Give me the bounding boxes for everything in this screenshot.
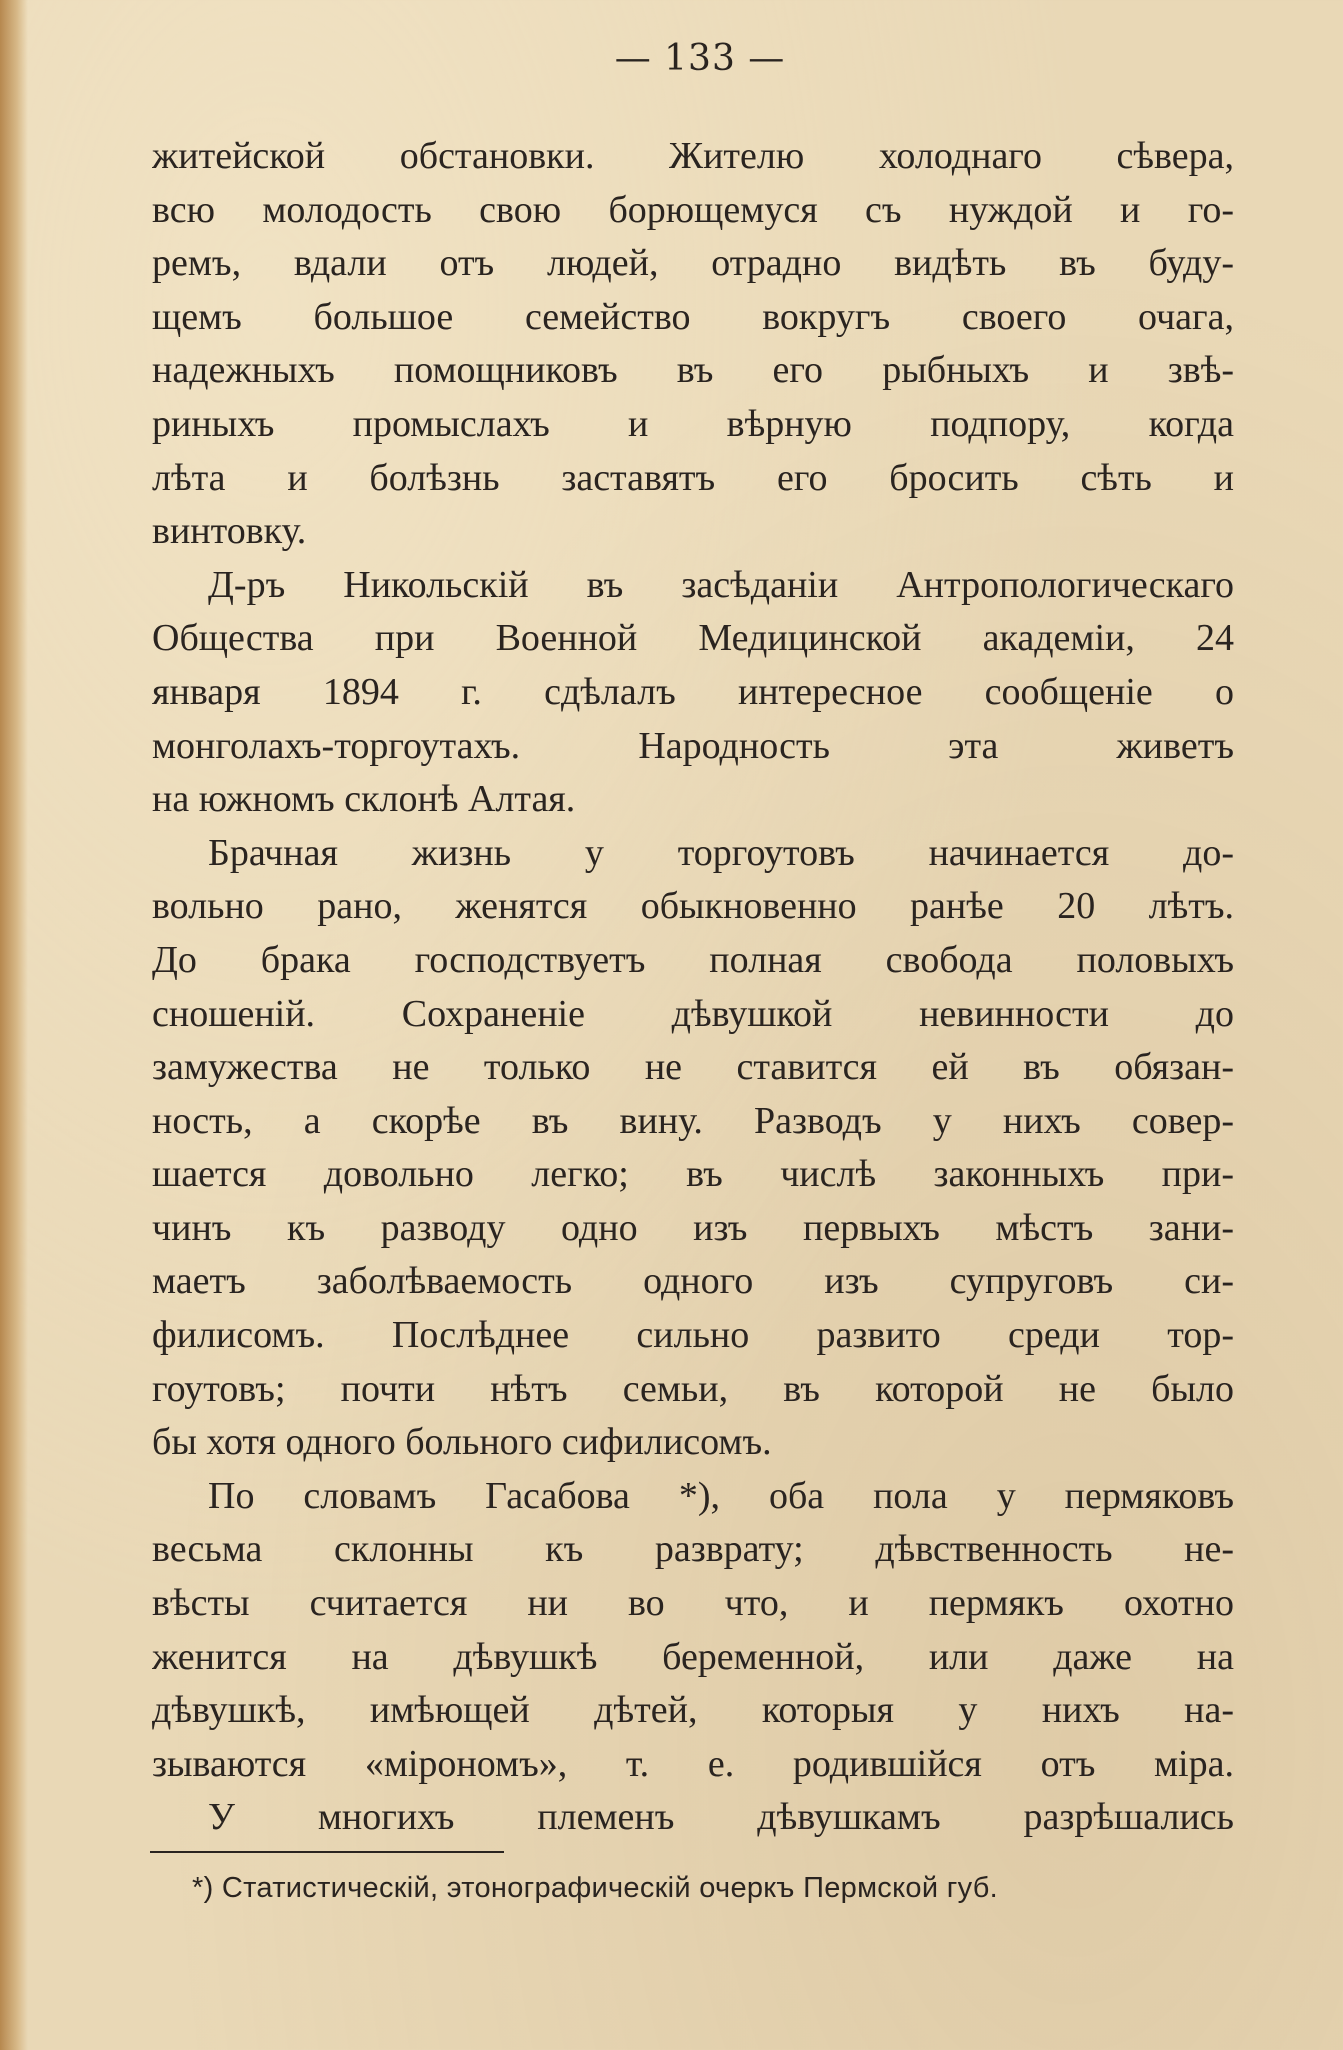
text-line-29: женится на дѣвушкѣ беременной, или даже на bbox=[152, 1635, 1234, 1678]
text-line-20: шается довольно легко; въ числѣ законныхъ при- bbox=[152, 1153, 1234, 1196]
footnote: *) Статистическій, этонографическій очеркъ Пермской губ. bbox=[192, 1872, 998, 1904]
text-line-7: лѣта и болѣзнь заставятъ его бросить сѣть и bbox=[152, 456, 1234, 499]
text-line-23: филисомъ. Послѣднее сильно развито среди тор- bbox=[152, 1314, 1234, 1357]
text-line-16: До брака господствуетъ полная свобода половыхъ bbox=[152, 938, 1234, 981]
body-text bbox=[152, 130, 1234, 1845]
text-line-14: Брачная жизнь у торгоутовъ начинается до- bbox=[208, 831, 1234, 874]
text-line-2: всю молодость свою борющемуся съ нуждой и го- bbox=[152, 188, 1234, 231]
text-line-18: замужества не только не ставится ей въ обязан- bbox=[152, 1046, 1234, 1089]
text-line-5: надежныхъ помощниковъ въ его рыбныхъ и звѣ- bbox=[152, 349, 1234, 392]
text-line-22: маетъ заболѣваемость одного изъ супруговъ си- bbox=[152, 1260, 1234, 1303]
text-line-6: риныхъ промыслахъ и вѣрную подпору, когда bbox=[152, 402, 1234, 445]
text-line-21: чинъ къ разводу одно изъ первыхъ мѣстъ зани- bbox=[152, 1206, 1234, 1249]
text-line-17: сношеній. Сохраненіе дѣвушкой невинности до bbox=[152, 992, 1234, 1035]
text-line-31: зываются «мірономъ», т. е. родившійся отъ міра. bbox=[152, 1742, 1234, 1785]
text-line-8: винтовку. bbox=[152, 510, 307, 553]
text-line-4: щемъ большое семейство вокругъ своего очага, bbox=[152, 295, 1234, 338]
text-line-25: бы хотя одного больного сифилисомъ. bbox=[152, 1421, 772, 1464]
text-line-11: января 1894 г. сдѣлалъ интересное сообщеніе о bbox=[152, 670, 1234, 713]
text-line-10: Общества при Военной Медицинской академіи, 24 bbox=[152, 617, 1234, 660]
text-line-12: монголахъ-торгоутахъ. Народность эта живетъ bbox=[152, 724, 1234, 767]
text-line-15: вольно рано, женятся обыкновенно ранѣе 20 лѣтъ. bbox=[152, 885, 1234, 928]
text-line-27: весьма склонны къ разврату; дѣвственность не- bbox=[152, 1528, 1234, 1571]
text-line-28: вѣсты считается ни во что, и пермякъ охотно bbox=[152, 1582, 1234, 1625]
page-binding-edge bbox=[0, 0, 28, 2050]
text-line-26: По словамъ Гасабова *), оба пола у пермяковъ bbox=[208, 1474, 1234, 1517]
text-line-3: ремъ, вдали отъ людей, отрадно видѣть въ буду- bbox=[152, 242, 1234, 285]
text-line-1: житейской обстановки. Жителю холоднаго сѣвера, bbox=[152, 135, 1234, 177]
text-line-13: на южномъ склонѣ Алтая. bbox=[152, 778, 576, 821]
text-line-19: ность, а скорѣе въ вину. Разводъ у нихъ совер- bbox=[152, 1099, 1234, 1142]
text-line-24: гоутовъ; почти нѣтъ семьи, въ которой не было bbox=[152, 1367, 1234, 1410]
text-line-9: Д-ръ Никольскій въ засѣданіи Антропологическаго bbox=[208, 563, 1234, 606]
text-line-30: дѣвушкѣ, имѣющей дѣтей, которыя у нихъ на- bbox=[152, 1689, 1234, 1732]
page-number: — 133 — bbox=[614, 38, 786, 79]
footnote-divider bbox=[150, 1851, 504, 1853]
text-line-32: У многихъ племенъ дѣвушкамъ разрѣшались bbox=[208, 1796, 1234, 1839]
